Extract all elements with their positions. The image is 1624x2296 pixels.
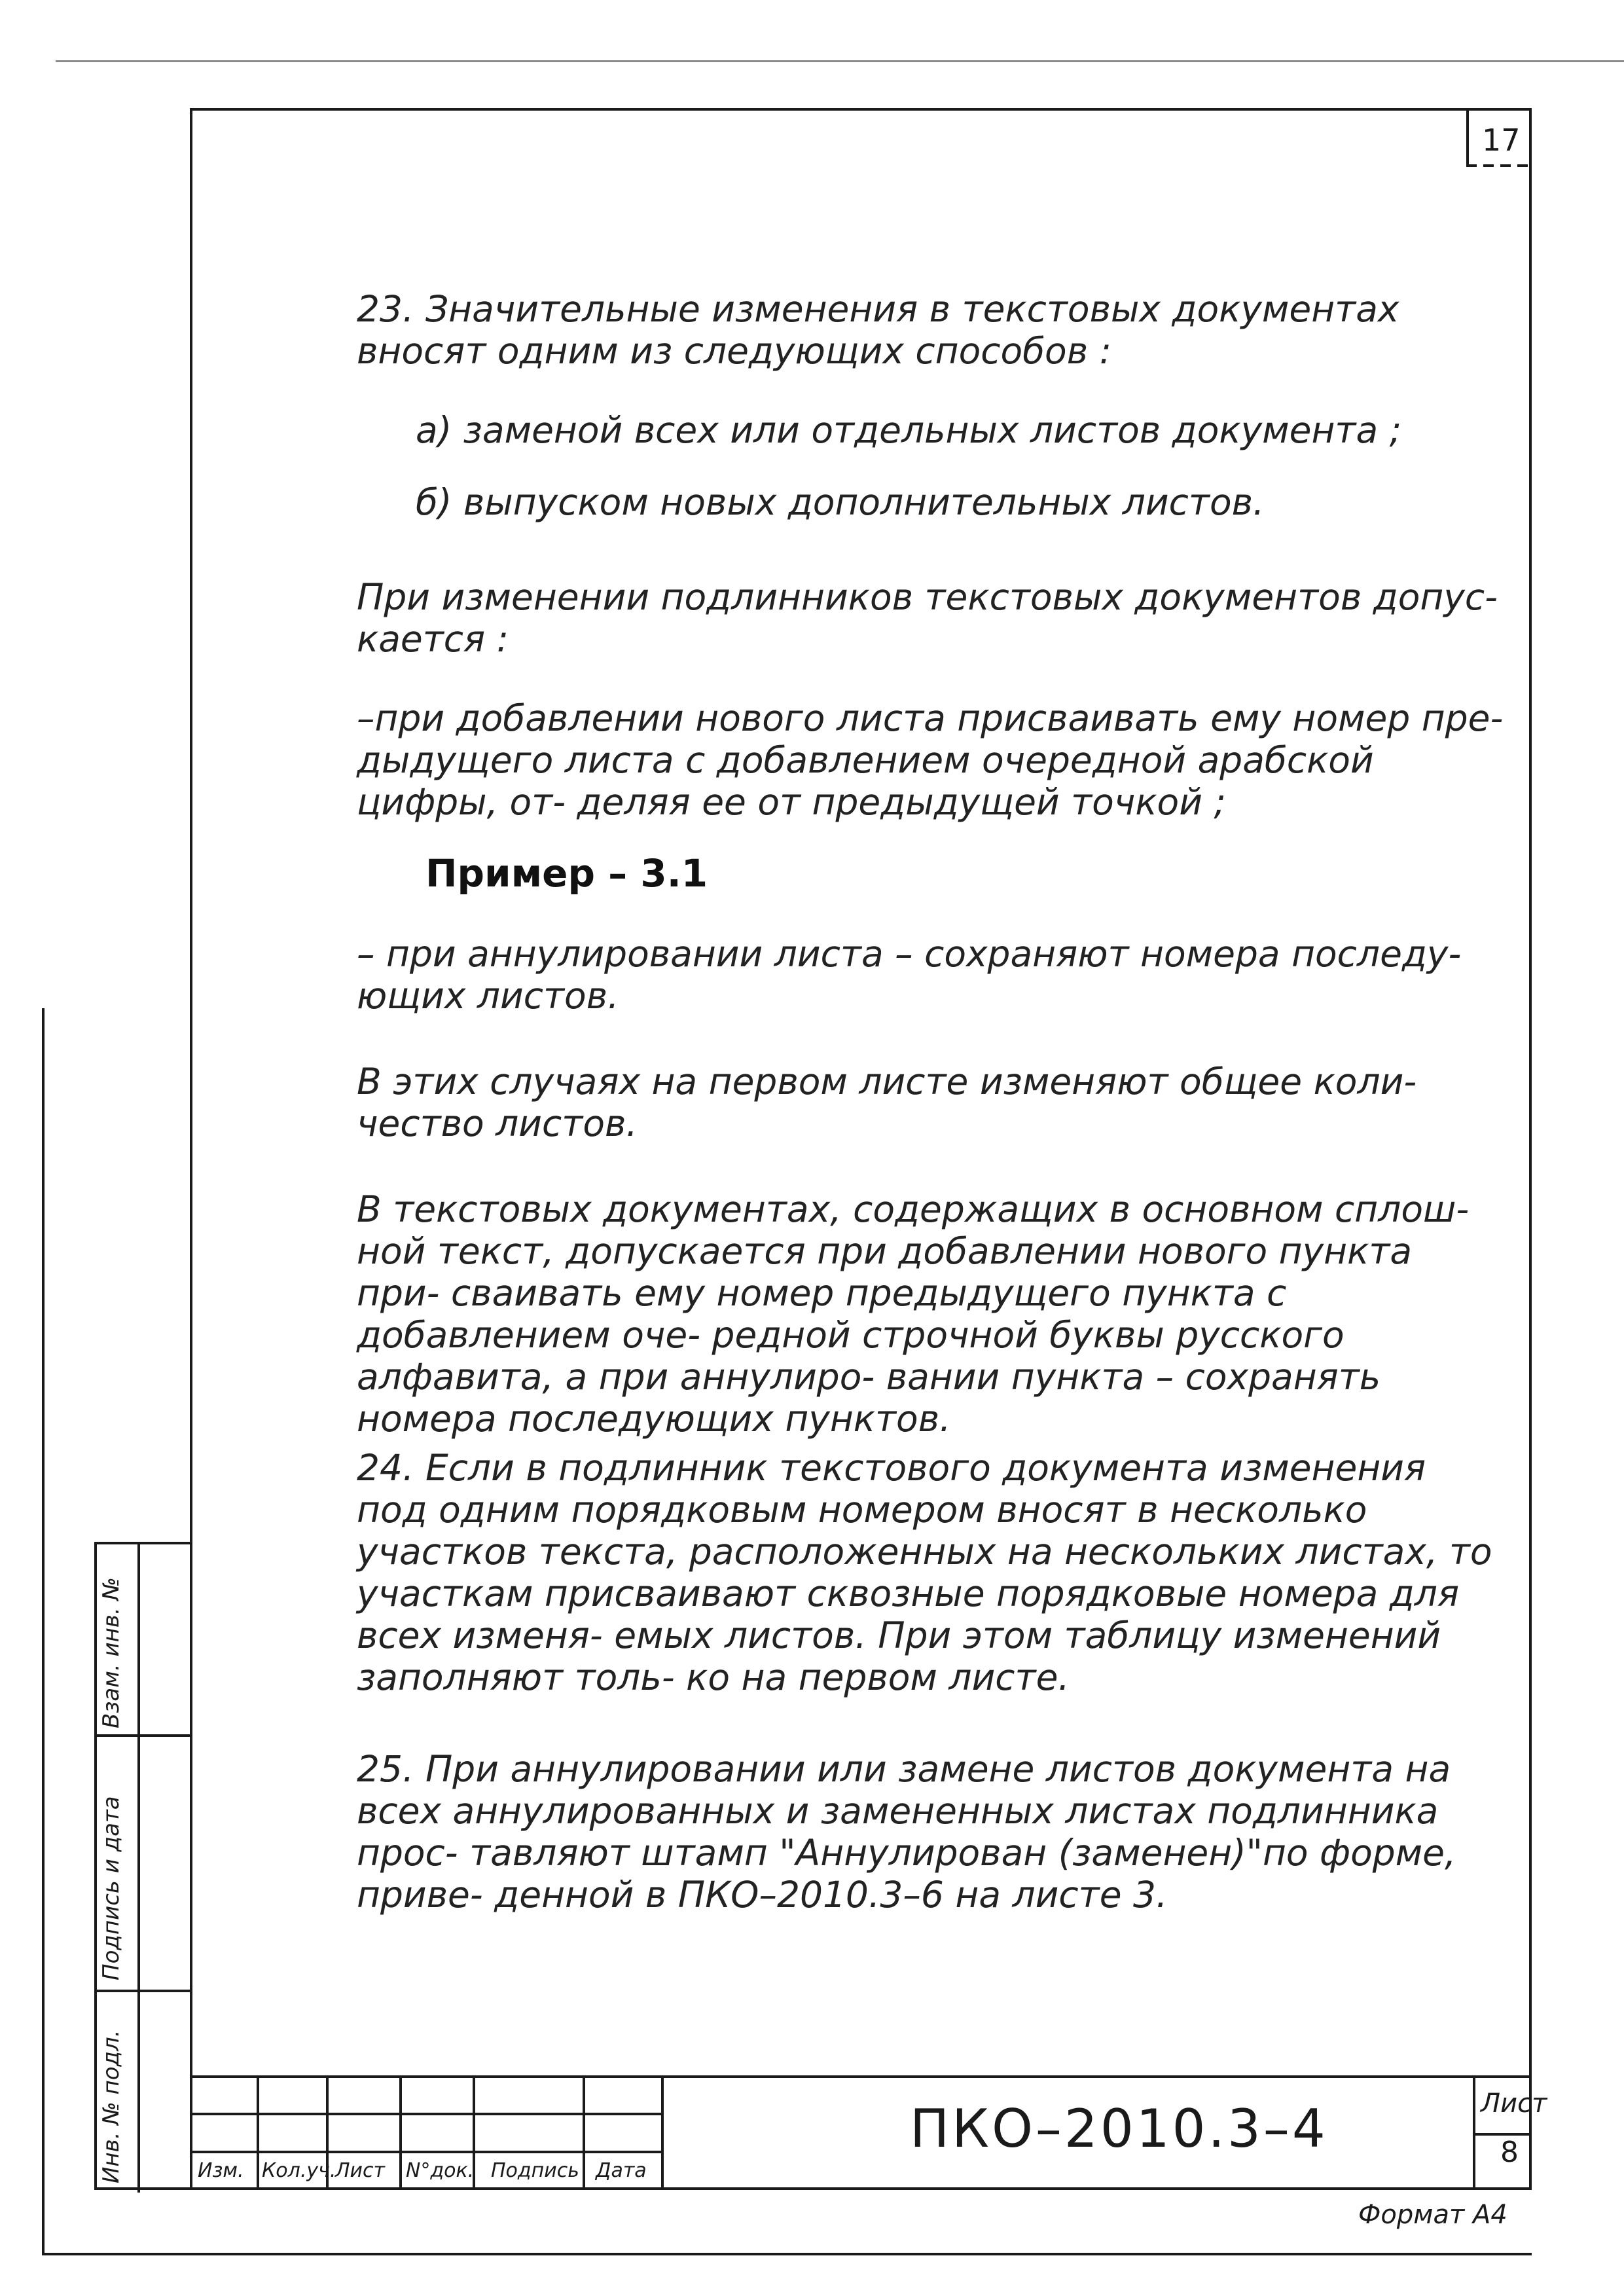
paragraph-allowed: При изменении подлинников текстовых документов допус- кается : bbox=[357, 576, 1498, 660]
col-signature: Подпись bbox=[491, 2159, 579, 2182]
binding-margin-line bbox=[42, 1008, 45, 2255]
label-sign-date: Подпись и дата bbox=[98, 1796, 124, 1980]
document-code: ПКО–2010.3–4 bbox=[910, 2098, 1328, 2159]
paragraph-add-sheet: –при добавлении нового листа присваивать ему номер пре- дыдущего листа с добавлением очередной арабской цифры, от- деляя ее от предыдущей точкой ; bbox=[357, 697, 1504, 823]
example-heading: Пример – 3.1 bbox=[425, 851, 708, 896]
page-number: 17 bbox=[1482, 122, 1521, 158]
paragraph-23: 23. Значительные изменения в текстовых документах вносят одним из следующих способов : bbox=[357, 288, 1399, 372]
col-doc-number: N°док. bbox=[406, 2159, 475, 2182]
top-rule bbox=[56, 60, 1624, 62]
col-sheet: Лист bbox=[335, 2159, 386, 2182]
paper-format: Формат А4 bbox=[1358, 2200, 1507, 2230]
list-item-a: а) заменой всех или отдельных листов документа ; bbox=[416, 409, 1402, 451]
list-item-b: б) выпуском новых дополнительных листов. bbox=[416, 481, 1265, 523]
page-number-box bbox=[1466, 108, 1532, 167]
bottom-margin-line bbox=[42, 2253, 1532, 2255]
sheet-number: 8 bbox=[1500, 2136, 1519, 2169]
label-inv-orig: Инв. № подл. bbox=[98, 2030, 124, 2183]
col-date: Дата bbox=[596, 2159, 647, 2182]
col-change: Изм. bbox=[198, 2159, 244, 2182]
sheet-label: Лист bbox=[1481, 2088, 1547, 2119]
paragraph-cancel-sheet: – при аннулировании листа – сохраняют номера последу- ющих листов. bbox=[357, 933, 1462, 1017]
paragraph-24: 24. Если в подлинник текстового документа изменения под одним порядковым номером вносят в несколько участков текста, расположенных на нескольких листах, то участкам присваивают сквозные порядковые номера для всех изменя- емых листов. При этом таблицу изменений заполняют толь- ко на первом листе. bbox=[357, 1447, 1492, 1698]
paragraph-25: 25. При аннулировании или замене листов документа на всех аннулированных и замененных листах подлинника прос- тавляют штамп "Аннулирован (заменен)"по форме, приве- денной в ПКО–2010.3–6 на листе 3. bbox=[357, 1748, 1456, 1916]
paragraph-solid-text: В текстовых документах, содержащих в основном сплош- ной текст, допускается при добавлении нового пункта при- сваивать ему номер предыдущего пункта с добавлением оче- редной строчной буквы русского алфавита, а при аннулиро- вании пункта – сохранять номера последующих пунктов. bbox=[357, 1188, 1470, 1440]
title-block bbox=[190, 2075, 1532, 2190]
paragraph-first-sheet: В этих случаях на первом листе изменяют общее коли- чество листов. bbox=[357, 1061, 1417, 1144]
col-count: Кол.уч. bbox=[262, 2159, 336, 2182]
label-inv-replace: Взам. инв. № bbox=[98, 1577, 124, 1728]
